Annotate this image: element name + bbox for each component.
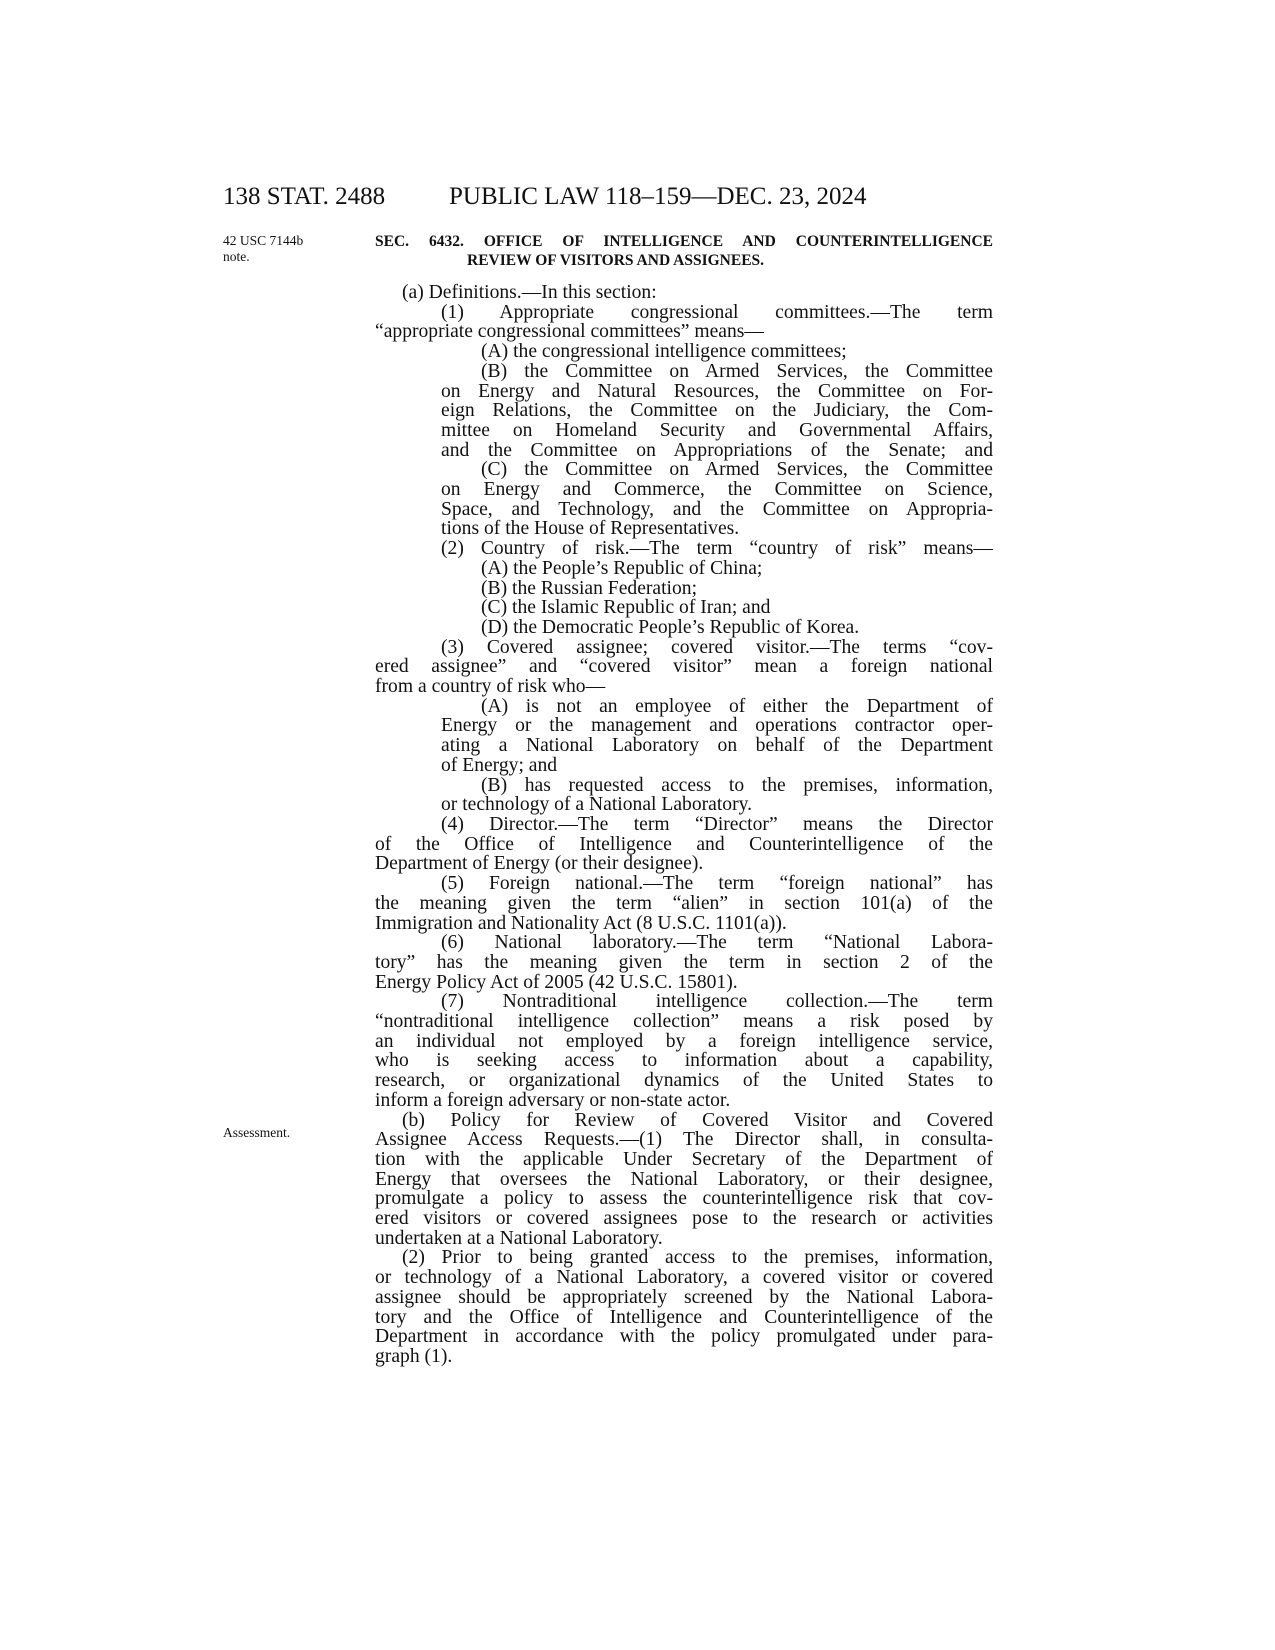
text-line: “appropriate congressional committees” means—	[375, 321, 765, 343]
section-title	[375, 232, 993, 270]
text-line: tory” has the meaning given the term in section 2 of the	[375, 951, 993, 973]
text-line: (D) the Democratic People’s Republic of Korea.	[481, 616, 860, 638]
text-line: from a country of risk who—	[375, 676, 606, 698]
text-line: (A) the congressional intelligence committees;	[481, 341, 847, 363]
text-line: research, or organizational dynamics of the United States to	[375, 1070, 993, 1092]
text-line: Energy or the management and operations contractor oper-	[441, 715, 993, 737]
text-line: of Energy; and	[441, 754, 558, 776]
text-line: (A) is not an employee of either the Department of	[481, 695, 993, 717]
text-line: graph (1).	[375, 1345, 453, 1367]
public-law-citation: PUBLIC LAW 118–159—DEC. 23, 2024	[449, 183, 867, 210]
text-line: Assignee Access Requests.—(1) The Director shall, in consulta-	[375, 1129, 993, 1151]
section-body	[375, 283, 993, 1367]
text-line: (1) Appropriate congressional committees.—The term	[441, 301, 993, 323]
text-line: (b) Policy for Review of Covered Visitor and Covered	[402, 1109, 993, 1131]
text-line: (C) the Committee on Armed Services, the Committee	[481, 459, 993, 481]
margin-note-usc-line1: 42 USC 7144b	[223, 233, 304, 248]
margin-note-usc	[223, 233, 303, 265]
text-line: Space, and Technology, and the Committee on Appropria-	[441, 498, 993, 520]
text-line: (C) the Islamic Republic of Iran; and	[481, 597, 771, 619]
text-line: assignee should be appropriately screened by the National Labora-	[375, 1286, 993, 1308]
text-line: an individual not employed by a foreign intelligence service,	[375, 1030, 993, 1052]
text-line: (4) Director.—The term “Director” means the Director	[441, 813, 993, 835]
text-line: who is seeking access to information about a capability,	[375, 1050, 993, 1072]
margin-note-assessment: Assessment.	[223, 1125, 291, 1140]
stat-page-number: 138 STAT. 2488	[223, 183, 386, 210]
text-line: ered visitors or covered assignees pose to the research or activities	[375, 1208, 993, 1230]
text-line: and the Committee on Appropriations of the Senate; and	[441, 439, 993, 461]
text-line: (B) the Russian Federation;	[481, 577, 698, 599]
section-title-line2: REVIEW OF VISITORS AND ASSIGNEES.	[467, 252, 765, 269]
page-header	[223, 183, 867, 211]
text-line: tion with the applicable Under Secretary of the Department of	[375, 1148, 993, 1170]
text-line: (6) National laboratory.—The term “National Labora-	[441, 932, 993, 954]
text-line: (A) the People’s Republic of China;	[481, 557, 763, 579]
text-line: tory and the Office of Intelligence and Counterintelligence of the	[375, 1306, 993, 1328]
text-line: Energy that oversees the National Laboratory, or their designee,	[375, 1168, 993, 1190]
text-line: Department in accordance with the policy promulgated under para-	[375, 1326, 993, 1348]
text-line: (a) Definitions.—In this section:	[402, 282, 657, 303]
text-line: (7) Nontraditional intelligence collection.—The term	[441, 991, 993, 1013]
text-line: of the Office of Intelligence and Counterintelligence of the	[375, 833, 993, 855]
text-line: ating a National Laboratory on behalf of the Department	[441, 735, 993, 757]
text-line: or technology of a National Laboratory, a covered visitor or covered	[375, 1267, 993, 1289]
text-line: (B) the Committee on Armed Services, the Committee	[481, 360, 993, 382]
text-line: (2) Prior to being granted access to the premises, information,	[402, 1247, 993, 1269]
text-line: on Energy and Natural Resources, the Committee on For-	[441, 380, 993, 402]
text-line: ered assignee” and “covered visitor” mean a foreign national	[375, 656, 993, 678]
text-line: on Energy and Commerce, the Committee on Science,	[441, 479, 993, 501]
text-line: (3) Covered assignee; covered visitor.—The terms “cov-	[441, 636, 993, 658]
text-line: eign Relations, the Committee on the Judiciary, the Com-	[441, 400, 993, 422]
text-line: Immigration and Nationality Act (8 U.S.C. 1101(a)).	[375, 912, 787, 934]
text-line: tions of the House of Representatives.	[441, 518, 740, 540]
text-line: (5) Foreign national.—The term “foreign national” has	[441, 873, 993, 895]
text-line: inform a foreign adversary or non-state actor.	[375, 1089, 731, 1111]
text-line: undertaken at a National Laboratory.	[375, 1227, 663, 1249]
text-line: the meaning given the term “alien” in section 101(a) of the	[375, 892, 993, 914]
text-line: (2) Country of risk.—The term “country of risk” means—	[441, 538, 993, 560]
margin-note-usc-line2: note.	[223, 249, 250, 264]
text-line: Department of Energy (or their designee).	[375, 853, 704, 875]
text-line: (B) has requested access to the premises, information,	[481, 774, 993, 796]
text-line: “nontraditional intelligence collection” means a risk posed by	[375, 1011, 993, 1033]
text-line: mittee on Homeland Security and Governmental Affairs,	[441, 419, 993, 441]
section-title-line1: SEC. 6432. OFFICE OF INTELLIGENCE AND COUNTERINTELLIGENCE	[375, 233, 993, 250]
text-line: promulgate a policy to assess the counterintelligence risk that cov-	[375, 1188, 993, 1210]
text-line: Energy Policy Act of 2005 (42 U.S.C. 15801).	[375, 971, 738, 993]
text-line: or technology of a National Laboratory.	[441, 794, 753, 816]
